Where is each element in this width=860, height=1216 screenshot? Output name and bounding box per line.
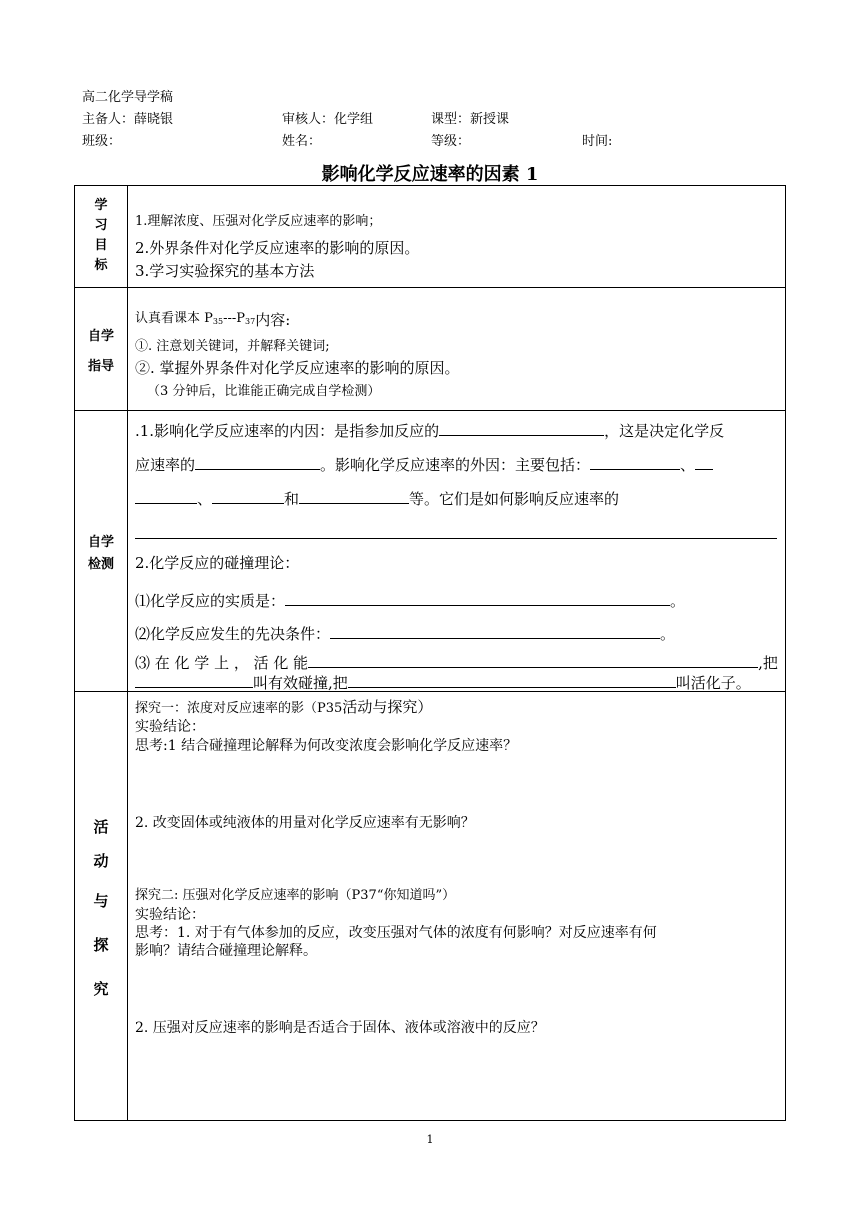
exploration-2-question-2: 2. 压强对反应速率的影响是否适合于固体、液体或溶液中的反应？ — [135, 1020, 545, 1036]
guide-intro: 认真看课本 $P_{35}---P_{37}$内容: — [135, 311, 291, 329]
blank-external-factor-2[interactable] — [135, 489, 197, 504]
blank-decisive-factor[interactable] — [195, 455, 320, 470]
grade-field: 等级： — [431, 134, 471, 149]
label-column-divider — [127, 186, 128, 1120]
check-question-2-3-line-2: 叫有效碰撞,把 叫活化子。 — [135, 672, 751, 693]
preparer-field: 主备人：薛晓银 — [82, 112, 174, 127]
goals-label: 学 习 目 标 — [94, 198, 108, 273]
check-question-1-line-1: .1.影响化学反应速率的内因：是指参加反应的 ，这是决定化学反 — [135, 422, 725, 440]
guide-label: 自学 指导 — [87, 329, 114, 374]
blank-effective-collision[interactable] — [135, 673, 253, 688]
lesson-type-field: 课型：新授课 — [431, 112, 510, 127]
blank-internal-cause[interactable] — [439, 421, 604, 436]
name-field: 姓名： — [282, 134, 322, 149]
exploration-1-question-1: 思考:1 结合碰撞理论解释为何改变浓度会影响化学反应速率？ — [135, 738, 518, 754]
blank-activated-molecule[interactable] — [348, 673, 676, 688]
class-field: 班级： — [82, 134, 122, 149]
blank-activation-energy[interactable] — [308, 653, 758, 668]
blank-reaction-essence[interactable] — [285, 591, 670, 606]
time-field: 时间: — [582, 134, 613, 149]
check-question-1-line-2: 应速率的 。影响化学反应速率的外因：主要包括： 、 — [135, 454, 713, 475]
goal-item-3: 3.学习实验探究的基本方法 — [135, 262, 315, 280]
study-table: 学 习 目 标 1.理解浓度、压强对化学反应速率的影响； 2.外界条件对化学反应速率的影响的原因。 3.学习实验探究的基本方法 自学 指导 认真看课本 $P_{35}---P_{37}$内容: ①. 注意划关键词，并解释关键词; ②. 掌握外界条件对化学反应速率的影响的原因。 （3 分钟后，比谁能正确完成自学检测） 自学 检测 .1.影响化学反应速率的内因：是指参加反应的 ，这是决定化学反 应速率的 。影响化学反应速率的外因：主要包括： 、 、 和 等。它们是如何影响反应速率的 2.化学反应的碰撞理论： ⑴化学反应的实质是： 。 ⑵化学反应发生的先决条件： 。 ⑶ 在 化 学 上 ， 活 化 能 ,把 叫有效碰撞,把 叫活化子。 活 动 与 探 究 探究一：浓度对反应速率的影（P35活动与探究） 实验结论： 思考:1 结合碰撞理论解释为何改变浓度会影响化学反应速率？ 2. 改变固体或纯液体的用量对化学反应速率有无影响？ 探究二: 压强对化学反应速率的影响（P37“你知道吗”） 实验结论： 思考：1. 对于有气体参加的反应，改变压强对气体的浓度有何影响？对反应速率有何 影响？请结合碰撞理论解释。 2. 压强对反应速率的影响是否适合于固体、液体或溶液中的反应？ — [74, 185, 786, 1121]
exploration-2-conclusion: 实验结论： — [135, 907, 205, 923]
document-heading: 高二化学导学稿 — [82, 90, 174, 105]
check-question-2-2: ⑵化学反应发生的先决条件： 。 — [135, 625, 676, 643]
blank-external-factor-4[interactable] — [299, 489, 409, 504]
blank-external-factor-2-start[interactable] — [695, 455, 713, 470]
exploration-2-title: 探究二: 压强对化学反应速率的影响（P37“你知道吗”） — [135, 888, 456, 903]
guide-item-2: ②. 掌握外界条件对化学反应速率的影响的原因。 — [135, 359, 460, 377]
exploration-1-question-2: 2. 改变固体或纯液体的用量对化学反应速率有无影响？ — [135, 815, 475, 831]
exploration-2-question-1-line-2: 影响？请结合碰撞理论解释。 — [135, 943, 317, 959]
guide-note: （3 分钟后，比谁能正确完成自学检测） — [147, 384, 381, 399]
blank-precondition[interactable] — [330, 624, 660, 639]
row-divider-1 — [75, 287, 785, 288]
exploration-1-conclusion: 实验结论： — [135, 719, 205, 735]
page-title: 影响化学反应速率的因素 1 — [321, 164, 539, 185]
goal-item-1: 1.理解浓度、压强对化学反应速率的影响； — [135, 214, 382, 229]
exploration-2-question-1-line-1: 思考：1. 对于有气体参加的反应，改变压强对气体的浓度有何影响？对反应速率有何 — [135, 925, 657, 941]
blank-external-factor-3[interactable] — [212, 489, 284, 504]
check-question-2-1: ⑴化学反应的实质是： 。 — [135, 592, 686, 610]
guide-item-1: ①. 注意划关键词，并解释关键词; — [135, 339, 330, 354]
page-number: 1 — [426, 1133, 434, 1146]
blank-answer-line[interactable] — [135, 538, 777, 539]
check-question-2-3-line-1: ⑶ 在 化 学 上 ， 活 化 能 ,把 — [135, 654, 778, 672]
goal-item-2: 2.外界条件对化学反应速率的影响的原因。 — [135, 239, 420, 257]
check-question-1-line-3: 、 和 等。它们是如何影响反应速率的 — [135, 488, 619, 509]
blank-external-factor-1[interactable] — [590, 455, 680, 470]
reviewer-field: 审核人：化学组 — [282, 112, 374, 127]
check-question-2: 2.化学反应的碰撞理论： — [135, 554, 300, 572]
row-divider-2 — [75, 410, 785, 411]
check-label: 自学 检测 — [87, 535, 114, 572]
exploration-1-title: 探究一：浓度对反应速率的影（P35活动与探究） — [135, 698, 433, 716]
